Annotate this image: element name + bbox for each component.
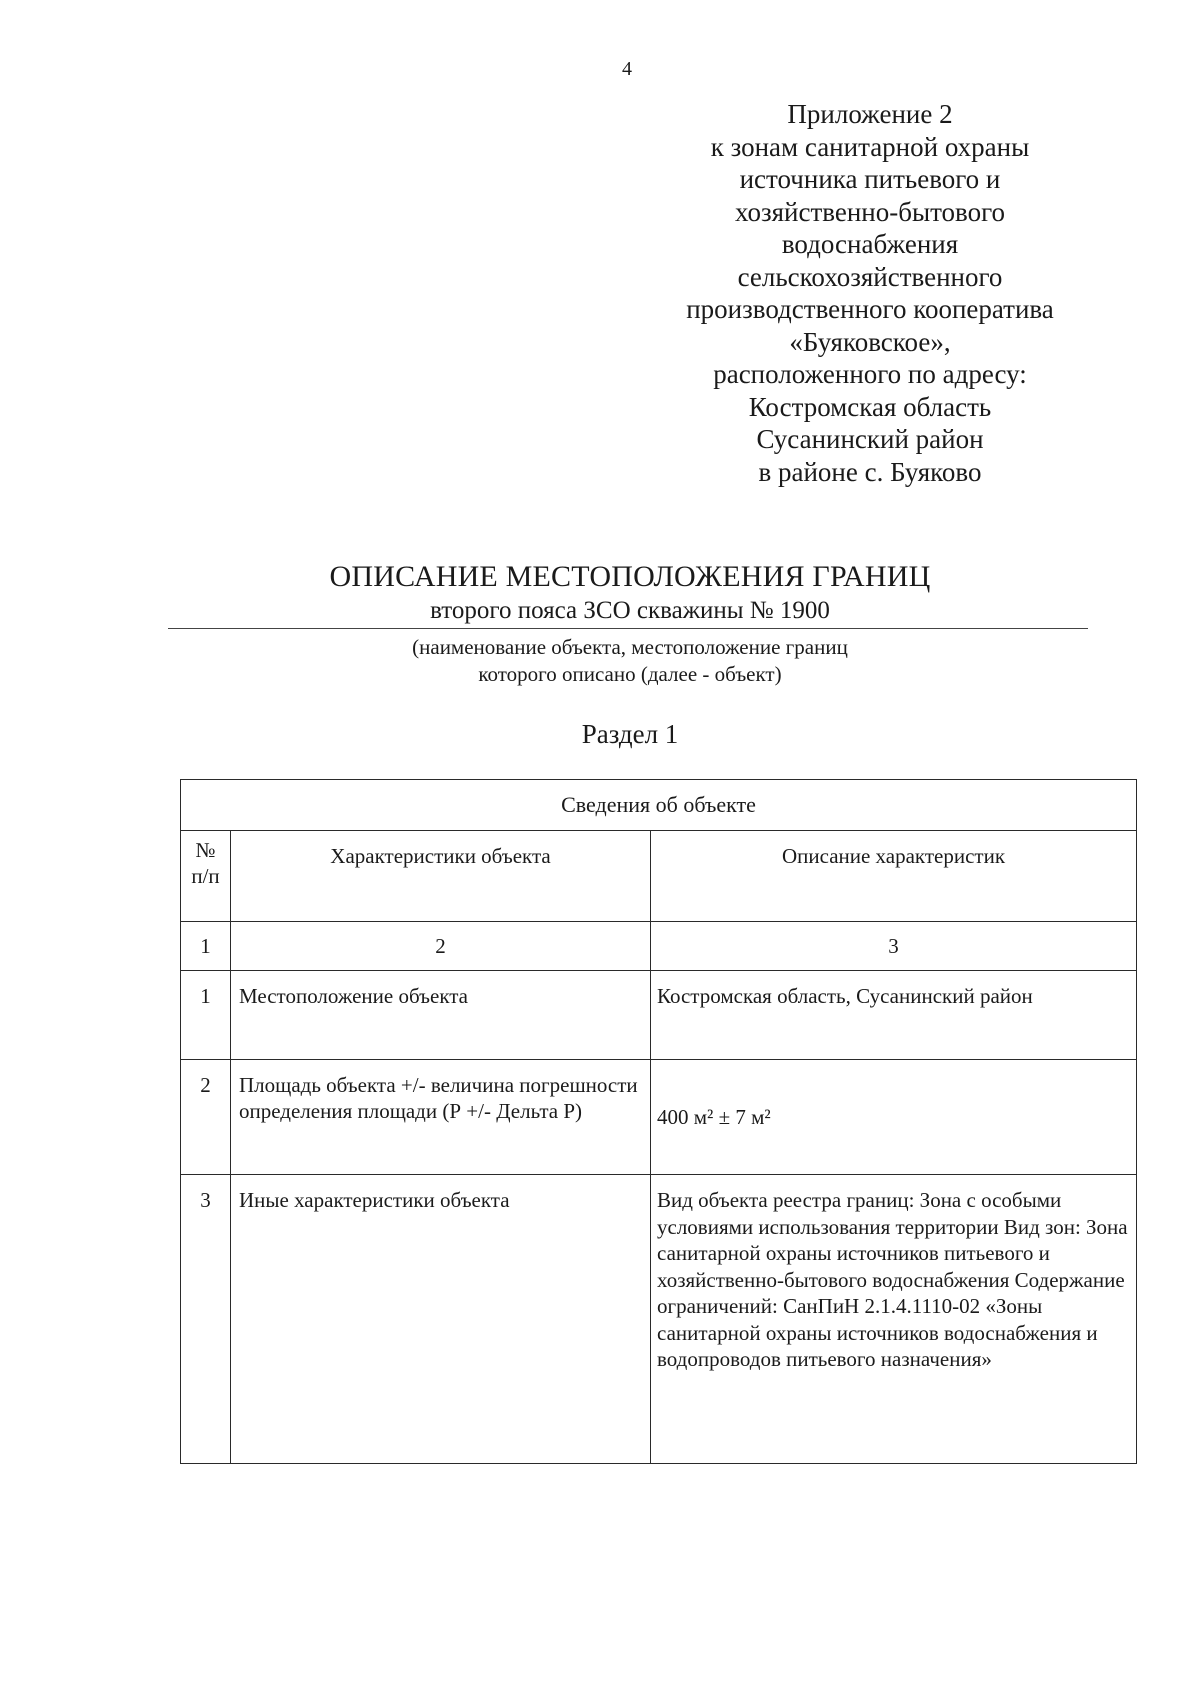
- appendix-line: хозяйственно-бытового: [734, 196, 1006, 227]
- row-number: 2: [181, 1060, 231, 1175]
- document-subtitle: второго пояса ЗСО скважины № 1900: [430, 597, 830, 624]
- row-number: 1: [181, 971, 231, 1060]
- section-title: Раздел 1: [581, 719, 679, 749]
- column-index: 2: [231, 922, 651, 971]
- header-num-line: №: [195, 838, 216, 862]
- table-header-row: [181, 831, 1137, 922]
- row-description: Костромская область, Сусанинский район: [651, 971, 1137, 1060]
- appendix-line: Костромская область: [748, 391, 992, 422]
- column-index-row: [181, 922, 1137, 971]
- row-characteristic: Местоположение объекта: [231, 971, 651, 1060]
- table-caption-row: [181, 780, 1137, 831]
- appendix-line: расположенного по адресу:: [713, 359, 1027, 389]
- column-index: 1: [181, 922, 231, 971]
- header-num-line: п/п: [191, 864, 220, 888]
- table-caption: Сведения об объекте: [181, 780, 1137, 831]
- row-description: 400 м² ± 7 м²: [651, 1060, 1137, 1175]
- row-number: 3: [181, 1175, 231, 1464]
- appendix-line: «Буяковское»,: [789, 326, 951, 357]
- appendix-header: [640, 98, 1100, 488]
- appendix-line: источника питьевого и: [739, 164, 1001, 194]
- row-characteristic: Площадь объекта +/- величина погрешности определения площади (Р +/- Дельта Р): [231, 1060, 651, 1175]
- object-info-table: [180, 779, 1137, 1464]
- table-row: [181, 1060, 1137, 1175]
- row-characteristic: Иные характеристики объекта: [231, 1175, 651, 1464]
- appendix-line: сельскохозяйственного: [737, 261, 1003, 292]
- appendix-line: водоснабжения: [781, 229, 959, 259]
- caption-line: (наименование объекта, местоположение границ: [412, 635, 848, 659]
- table-row: [181, 1175, 1137, 1464]
- caption-line: которого описано (далее - объект): [478, 662, 782, 686]
- appendix-line: к зонам санитарной охраны: [710, 131, 1030, 162]
- document-title: ОПИСАНИЕ МЕСТОПОЛОЖЕНИЯ ГРАНИЦ: [329, 560, 931, 593]
- column-index: 3: [651, 922, 1137, 971]
- appendix-line: производственного кооператива: [686, 294, 1054, 324]
- header-description: Описание характеристик: [651, 831, 1137, 922]
- table-row: [181, 971, 1137, 1060]
- object-caption: [150, 634, 1110, 688]
- appendix-line: в районе с. Буяково: [758, 456, 982, 487]
- page-number: 4: [622, 58, 632, 80]
- row-description: Вид объекта реестра границ: Зона с особыми условиями использования территории Вид зон: Зона санитарной охраны источников питьевого и хозяйственно-бытового водоснабжения Содержание ограничений: СанПиН 2.1.4.1110-02 «Зоны санитарной охраны источников водоснабжения и водопроводов питьевого назначения»: [651, 1175, 1137, 1464]
- header-num: [181, 831, 231, 922]
- underline-rule: [168, 628, 1088, 629]
- header-characteristics: Характеристики объекта: [231, 831, 651, 922]
- appendix-line: Сусанинский район: [756, 424, 984, 454]
- appendix-line: Приложение 2: [787, 99, 953, 129]
